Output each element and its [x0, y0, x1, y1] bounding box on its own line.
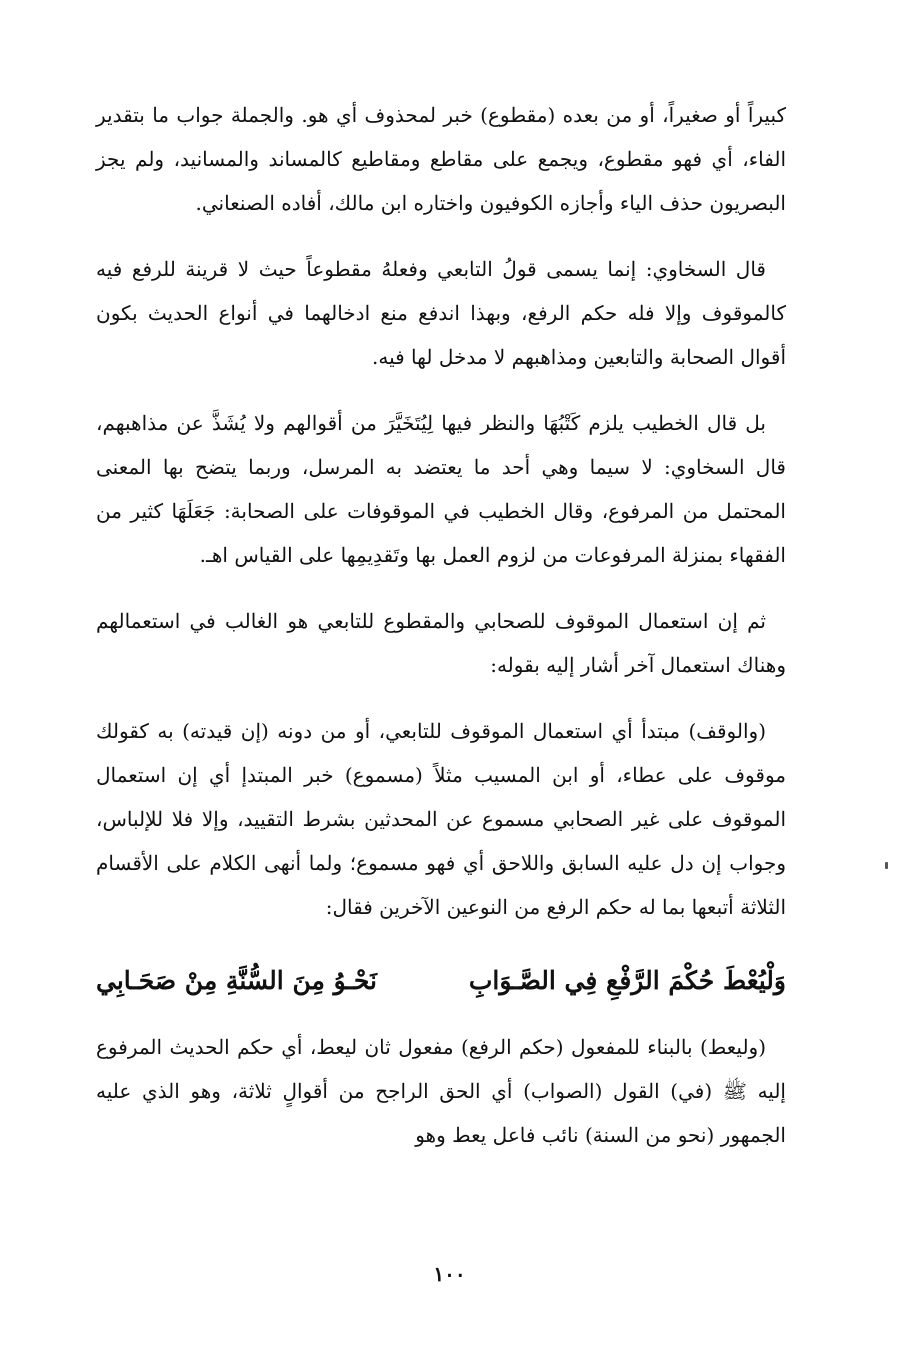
paragraph-1: كبيراً أو صغيراً، أو من بعده (مقطوع) خبر لمحذوف أي هو. والجملة جواب ما بتقدير الفاء، أي فهو مقطوع، ويجمع على مقاطع ومقاطيع كالمساند والمسانيد، ولم يجز البصريون حذف الياء وأجازه الكوفيون واختاره ابن مالك، أفاده الصنعاني. — [96, 103, 786, 215]
margin-mark — [885, 862, 888, 869]
verse-first-half: وَلْيُعْطَ حُكْمَ الرَّفْعِ فِي الصَّـوَابِ — [468, 966, 786, 995]
page-body — [96, 93, 786, 1179]
verse-line — [96, 951, 786, 1011]
verse-second-half: نَحْـوُ مِنَ السُّنَّةِ مِنْ صَحَـابِي — [96, 966, 377, 995]
paragraph-3: بل قال الخطيب يلزم كَتْبُهَا والنظر فيها لِيُتَخَيَّرَ من أقوالهم ولا يُشَذَّ عن مذاهبهم، قال السخاوي: لا سيما وهي أحد ما يعتضد به المرسل، وربما يتضح بها المعنى المحتمل من المرفوع، وقال الخطيب في الموقوفات على الصحابة: جَعَلَهَا كثير من الفقهاء بمنزلة المرفوعات من لزوم العمل بها وتَقدِيمِها على القياس اهـ. — [96, 411, 786, 567]
paragraph-5: (والوقف) مبتدأ أي استعمال الموقوف للتابعي، أو من دونه (إن قيدته) به كقولك موقوف على عطاء، أو ابن المسيب مثلاً (مسموع) خبر المبتدإ أي إن استعمال الموقوف على غير الصحابي مسموع عن المحدثين بشرط التقييد، وإلا فلا للإلباس، وجواب إن دل عليه السابق واللاحق أي فهو مسموع؛ ولما أنهى الكلام على الأقسام الثلاثة أتبعها بما له حكم الرفع من النوعين الآخرين فقال: — [96, 719, 786, 919]
paragraph-2: قال السخاوي: إنما يسمى قولُ التابعي وفعلهُ مقطوعاً حيث لا قرينة للرفع فيه كالموقوف وإلا فله حكم الرفع، وبهذا اندفع منع ادخالهما في أنواع الحديث بكون أقوال الصحابة والتابعين ومذاهبهم لا مدخل لها فيه. — [96, 257, 786, 369]
paragraph-4: ثم إن استعمال الموقوف للصحابي والمقطوع للتابعي هو الغالب في استعمالهم وهناك استعمال آخر أشار إليه بقوله: — [96, 609, 786, 677]
paragraph-6: (وليعط) بالبناء للمفعول (حكم الرفع) مفعول ثان ليعط، أي حكم الحديث المرفوع إليه ﷺ (في) القول (الصواب) أي الحق الراجح من أقوالٍ ثلاثة، وهو الذي عليه الجمهور (نحو من السنة) نائب فاعل يعط وهو — [96, 1035, 786, 1147]
page-number: ١٠٠ — [433, 1262, 466, 1286]
